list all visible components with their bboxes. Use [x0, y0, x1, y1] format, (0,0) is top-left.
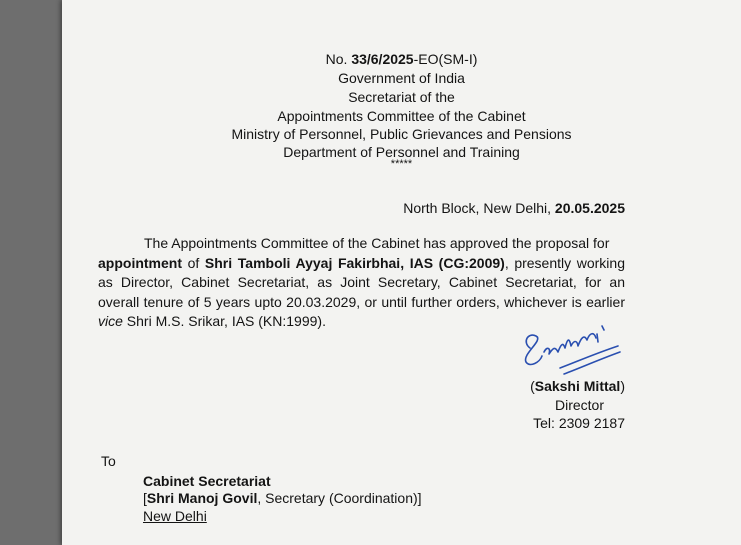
body-line-1: The Appointments Committee of the Cabinet has approved the proposal for: [144, 235, 610, 251]
name-paren-close: ): [620, 378, 625, 394]
of-text: of: [182, 254, 205, 271]
bracket-open: [: [143, 490, 147, 506]
addressee-city: New Delhi: [143, 508, 207, 524]
signatory-name-text: Sakshi Mittal: [534, 378, 621, 394]
document-page: [62, 0, 741, 545]
addressee-person-title: , Secretary (Coordination)]: [257, 490, 422, 506]
govt-line: Government of India: [338, 70, 465, 86]
to-label: To: [101, 453, 116, 469]
place-date: [403, 199, 625, 217]
signatory-telephone: Tel: 2309 2187: [533, 415, 625, 431]
file-number: [62, 50, 741, 68]
file-number-suffix: -EO(SM-I): [413, 51, 478, 67]
signatory-designation: Director: [554, 397, 604, 413]
name-paren-open: (: [530, 378, 535, 394]
order-body: [98, 234, 625, 332]
file-number-bold: 33/6/2025: [351, 51, 414, 67]
file-number-prefix: No.: [325, 51, 352, 67]
committee-line: Appointments Committee of the Cabinet: [277, 108, 526, 124]
signature-image: [514, 318, 624, 380]
secretariat-line: Secretariat of the: [348, 89, 455, 105]
appointment-word: appointment: [98, 254, 182, 271]
appointee-name: Shri Tamboli Ayyaj Fakirbhai, IAS (CG:2009): [204, 254, 505, 271]
addressee-person: [143, 489, 422, 507]
addressee-organization: [143, 472, 271, 490]
signatory-name: [530, 377, 625, 395]
vice-word: vice: [98, 313, 123, 329]
ministry-line: Ministry of Personnel, Public Grievances and Pensions: [231, 126, 572, 142]
separator-stars: *****: [390, 158, 413, 170]
place: North Block, New Delhi,: [403, 200, 555, 216]
department-line: Department of Personnel and Training: [283, 144, 520, 160]
addressee-org-text: Cabinet Secretariat: [143, 473, 271, 489]
date: 20.05.2025: [554, 200, 625, 216]
addressee-person-name: Shri Manoj Govil: [146, 490, 258, 506]
predecessor-text: Shri M.S. Srikar, IAS (KN:1999).: [122, 313, 326, 329]
body-text: , presently working as Director, Cabinet Secretariat, as Joint Secretary, Cabinet Secretariat, for an overall tenure of 5 years upto 20.03.2029, or until further orders, whichever is earlier: [98, 254, 625, 310]
